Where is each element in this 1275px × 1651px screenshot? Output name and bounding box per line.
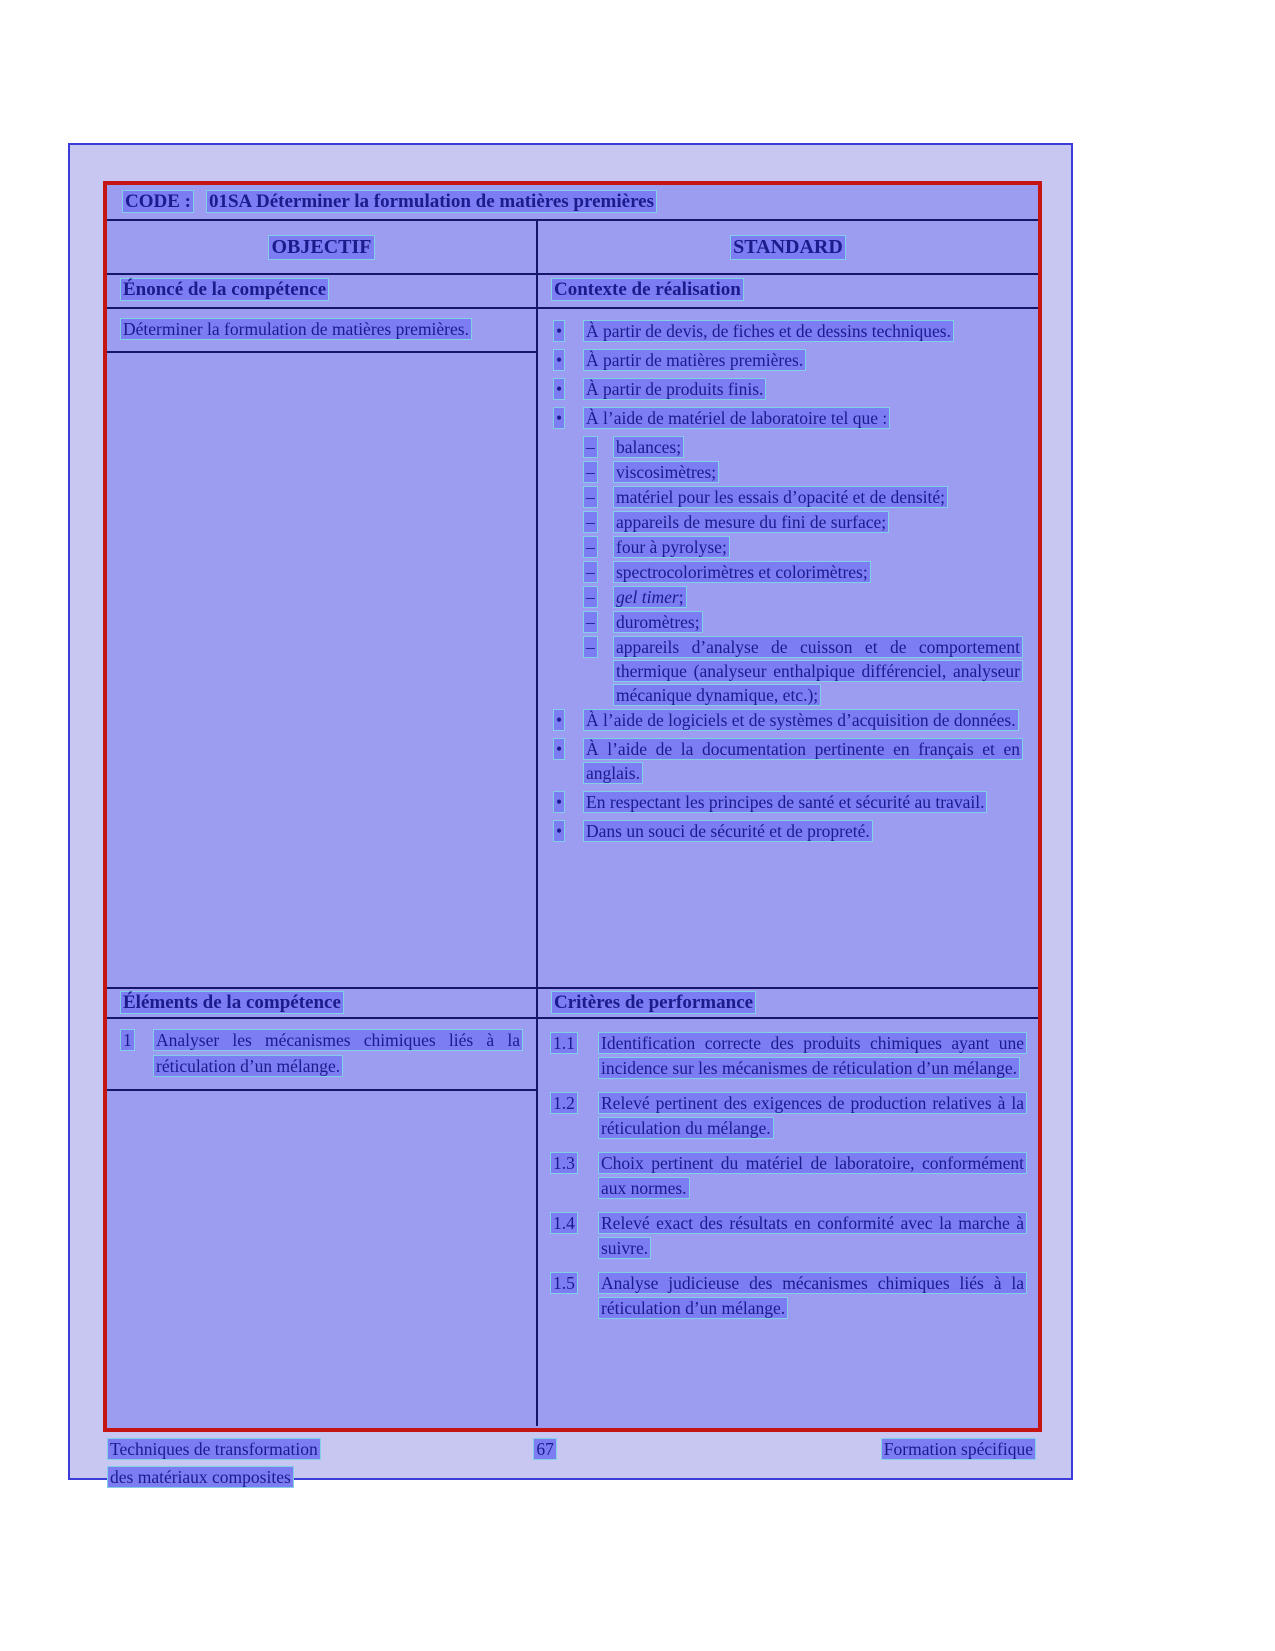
criteres-heading: Critères de performance	[554, 992, 754, 1013]
sub-list-item	[584, 435, 1024, 459]
page-footer	[108, 1437, 1035, 1493]
critere-text: Analyse judicieuse des mécanismes chimiques liés à la réticulation d’un mélange.	[601, 1273, 1024, 1318]
dash-glyph: –	[586, 587, 595, 607]
element-1-number	[121, 1027, 154, 1079]
dash-glyph: –	[586, 612, 595, 632]
elements-heading: Éléments de la compétence	[123, 992, 341, 1013]
element-1-text-wrap	[154, 1027, 522, 1079]
sub-text: spectrocolorimètres et colorimètres;	[616, 562, 868, 582]
element-1-text: Analyser les mécanismes chimiques liés à la réticulation d’un mélange.	[156, 1030, 520, 1076]
list-item	[554, 708, 1024, 732]
list-item	[554, 348, 1024, 372]
enonce-text: Déterminer la formulation de matières premières.	[123, 319, 469, 339]
critere-number	[551, 1271, 599, 1321]
dash-icon	[584, 535, 614, 559]
sub-text-wrap	[614, 635, 1024, 707]
bullet-text: À partir de matières premières.	[586, 350, 804, 370]
bullet-text-wrap	[584, 377, 1024, 401]
critere-text-wrap	[599, 1151, 1026, 1201]
bullet-icon	[554, 737, 584, 785]
sub-list-item	[584, 485, 1024, 509]
enonce-paragraph-block	[107, 309, 536, 353]
sub-text: appareils de mesure du fini de surface;	[616, 512, 887, 532]
objectif-header-cell	[107, 221, 538, 273]
bullet-icon	[554, 348, 584, 372]
standard-column	[538, 275, 1038, 1426]
bullet-glyph: •	[556, 710, 563, 730]
critere-number-text: 1.2	[553, 1093, 575, 1113]
critere-number-text: 1.4	[553, 1213, 575, 1233]
bullet-glyph: •	[556, 408, 563, 428]
competency-table	[103, 181, 1042, 1432]
sub-text-wrap	[614, 460, 1024, 484]
critere-number-text: 1.1	[553, 1033, 575, 1053]
element-1-block	[107, 1019, 536, 1091]
bullet-glyph: •	[556, 321, 563, 341]
bullet-text-wrap	[584, 348, 1024, 372]
critere-text: Relevé exact des résultats en conformité avec la marche à suivre.	[601, 1213, 1024, 1258]
sub-list-item-gel-timer	[584, 585, 1024, 609]
footer-left-line1-wrap	[108, 1437, 534, 1461]
dash-icon	[584, 610, 614, 634]
sub-text-wrap	[614, 510, 1024, 534]
footer-right-text: Formation spécifique	[883, 1439, 1033, 1459]
footer-right	[609, 1437, 1035, 1461]
footer-left-line2: des matériaux composites	[110, 1467, 291, 1487]
list-item	[554, 319, 1024, 343]
critere-item	[551, 1271, 1026, 1321]
footer-center	[534, 1437, 608, 1461]
list-item	[554, 790, 1024, 814]
critere-item	[551, 1031, 1026, 1081]
critere-number	[551, 1091, 599, 1141]
criteres-section	[538, 1019, 1038, 1426]
critere-number	[551, 1211, 599, 1261]
bullet-icon	[554, 708, 584, 732]
critere-item	[551, 1091, 1026, 1141]
bullet-glyph: •	[556, 739, 563, 759]
bullet-icon	[554, 790, 584, 814]
sub-text: duromètres;	[616, 612, 700, 632]
gel-timer-suffix: ;	[678, 587, 684, 607]
dash-icon	[584, 635, 614, 707]
element-1	[121, 1027, 522, 1079]
code-value: 01SA Déterminer la formulation de matières premières	[208, 191, 654, 212]
footer-left-line2-wrap	[108, 1465, 534, 1489]
dash-icon	[584, 435, 614, 459]
sub-text: appareils d’analyse de cuisson et de comportement thermique (analyseur enthalpique différenciel, analyseur mécanique dynamique, etc.);	[616, 637, 1020, 705]
critere-text-wrap	[599, 1211, 1026, 1261]
footer-left	[108, 1437, 534, 1493]
sub-text-wrap	[614, 610, 1024, 634]
bullet-text-wrap	[584, 819, 1024, 843]
critere-number-text: 1.5	[553, 1273, 575, 1293]
bullet-text: À l’aide de la documentation pertinente en français et en anglais.	[586, 739, 1020, 783]
bullet-text: À partir de devis, de fiches et de dessins techniques.	[586, 321, 951, 341]
sub-text-wrap	[614, 585, 1024, 609]
dash-glyph: –	[586, 637, 595, 657]
critere-text-wrap	[599, 1271, 1026, 1321]
critere-text: Relevé pertinent des exigences de production relatives à la réticulation du mélange.	[601, 1093, 1024, 1138]
sub-text-wrap	[614, 535, 1024, 559]
enonce-paragraph	[121, 316, 522, 342]
list-item	[554, 737, 1024, 785]
critere-text: Choix pertinent du matériel de laboratoire, conformément aux normes.	[601, 1153, 1024, 1198]
contexte-bullet-list	[538, 309, 1038, 843]
standard-header-cell	[538, 221, 1038, 273]
list-item	[554, 406, 1024, 430]
bullet-text-wrap	[584, 790, 1024, 814]
sub-text-wrap	[614, 560, 1024, 584]
dash-glyph: –	[586, 562, 595, 582]
bullet-glyph: •	[556, 379, 563, 399]
dash-glyph: –	[586, 487, 595, 507]
critere-number-text: 1.3	[553, 1153, 575, 1173]
bullet-glyph: •	[556, 792, 563, 812]
dash-glyph: –	[586, 537, 595, 557]
gel-timer-italic: gel timer	[616, 587, 679, 607]
bullet-text-wrap	[584, 319, 1024, 343]
sub-list-item	[584, 460, 1024, 484]
sub-list-item	[584, 610, 1024, 634]
sub-text: viscosimètres;	[616, 462, 717, 482]
list-item	[554, 377, 1024, 401]
dash-icon	[584, 585, 614, 609]
code-label: CODE :	[125, 191, 191, 212]
contexte-heading: Contexte de réalisation	[554, 279, 741, 300]
code-row	[107, 185, 1038, 221]
bullet-icon	[554, 377, 584, 401]
page-number: 67	[536, 1439, 554, 1459]
dash-icon	[584, 460, 614, 484]
footer-left-line1: Techniques de transformation	[110, 1439, 318, 1459]
standard-header: STANDARD	[733, 235, 843, 258]
sub-list-item	[584, 510, 1024, 534]
contexte-heading-row	[538, 275, 1038, 309]
criteres-list	[538, 1019, 1038, 1321]
sub-text: four à pyrolyse;	[616, 537, 727, 557]
sub-text-wrap	[614, 485, 1024, 509]
critere-number	[551, 1031, 599, 1081]
dash-icon	[584, 485, 614, 509]
bullet-text: À partir de produits finis.	[586, 379, 764, 399]
critere-item	[551, 1211, 1026, 1261]
criteres-heading-row	[538, 987, 1038, 1019]
element-1-number-text: 1	[123, 1030, 132, 1050]
sub-text: matériel pour les essais d’opacité et de densité;	[616, 487, 945, 507]
table-body	[107, 275, 1038, 1426]
critere-text-wrap	[599, 1091, 1026, 1141]
bullet-glyph: •	[556, 350, 563, 370]
dash-icon	[584, 560, 614, 584]
bullet-text-wrap	[584, 708, 1024, 732]
sub-text-wrap	[614, 435, 1024, 459]
bullet-text: En respectant les principes de santé et sécurité au travail.	[586, 792, 985, 812]
sub-text	[614, 587, 686, 607]
list-item	[554, 819, 1024, 843]
enonce-section	[107, 309, 536, 987]
objectif-header: OBJECTIF	[271, 235, 372, 258]
document-page	[68, 143, 1073, 1487]
bullet-text-wrap	[584, 737, 1024, 785]
bullet-text: À l’aide de logiciels et de systèmes d’acquisition de données.	[586, 710, 1016, 730]
elements-section	[107, 1019, 536, 1426]
materiel-sublist	[584, 435, 1024, 707]
critere-item	[551, 1151, 1026, 1201]
dash-glyph: –	[586, 462, 595, 482]
sub-list-item	[584, 535, 1024, 559]
sub-text: balances;	[616, 437, 682, 457]
column-headers-row	[107, 221, 1038, 275]
critere-number	[551, 1151, 599, 1201]
critere-text-wrap	[599, 1031, 1026, 1081]
bullet-icon	[554, 319, 584, 343]
bullet-text: Dans un souci de sécurité et de propreté.	[586, 821, 870, 841]
bullet-glyph: •	[556, 821, 563, 841]
enonce-heading: Énoncé de la compétence	[123, 279, 327, 300]
sub-list-item	[584, 560, 1024, 584]
bullet-text-wrap	[584, 406, 1024, 430]
sub-list-item	[584, 635, 1024, 707]
elements-heading-row	[107, 987, 536, 1019]
bullet-icon	[554, 406, 584, 430]
dash-icon	[584, 510, 614, 534]
contexte-section	[538, 309, 1038, 987]
dash-glyph: –	[586, 437, 595, 457]
critere-text: Identification correcte des produits chimiques ayant une incidence sur les mécanismes de réticulation d’un mélange.	[601, 1033, 1024, 1078]
bullet-text: À l’aide de matériel de laboratoire tel que :	[586, 408, 888, 428]
bullet-icon	[554, 819, 584, 843]
dash-glyph: –	[586, 512, 595, 532]
objectif-column	[107, 275, 538, 1426]
enonce-heading-row	[107, 275, 536, 309]
